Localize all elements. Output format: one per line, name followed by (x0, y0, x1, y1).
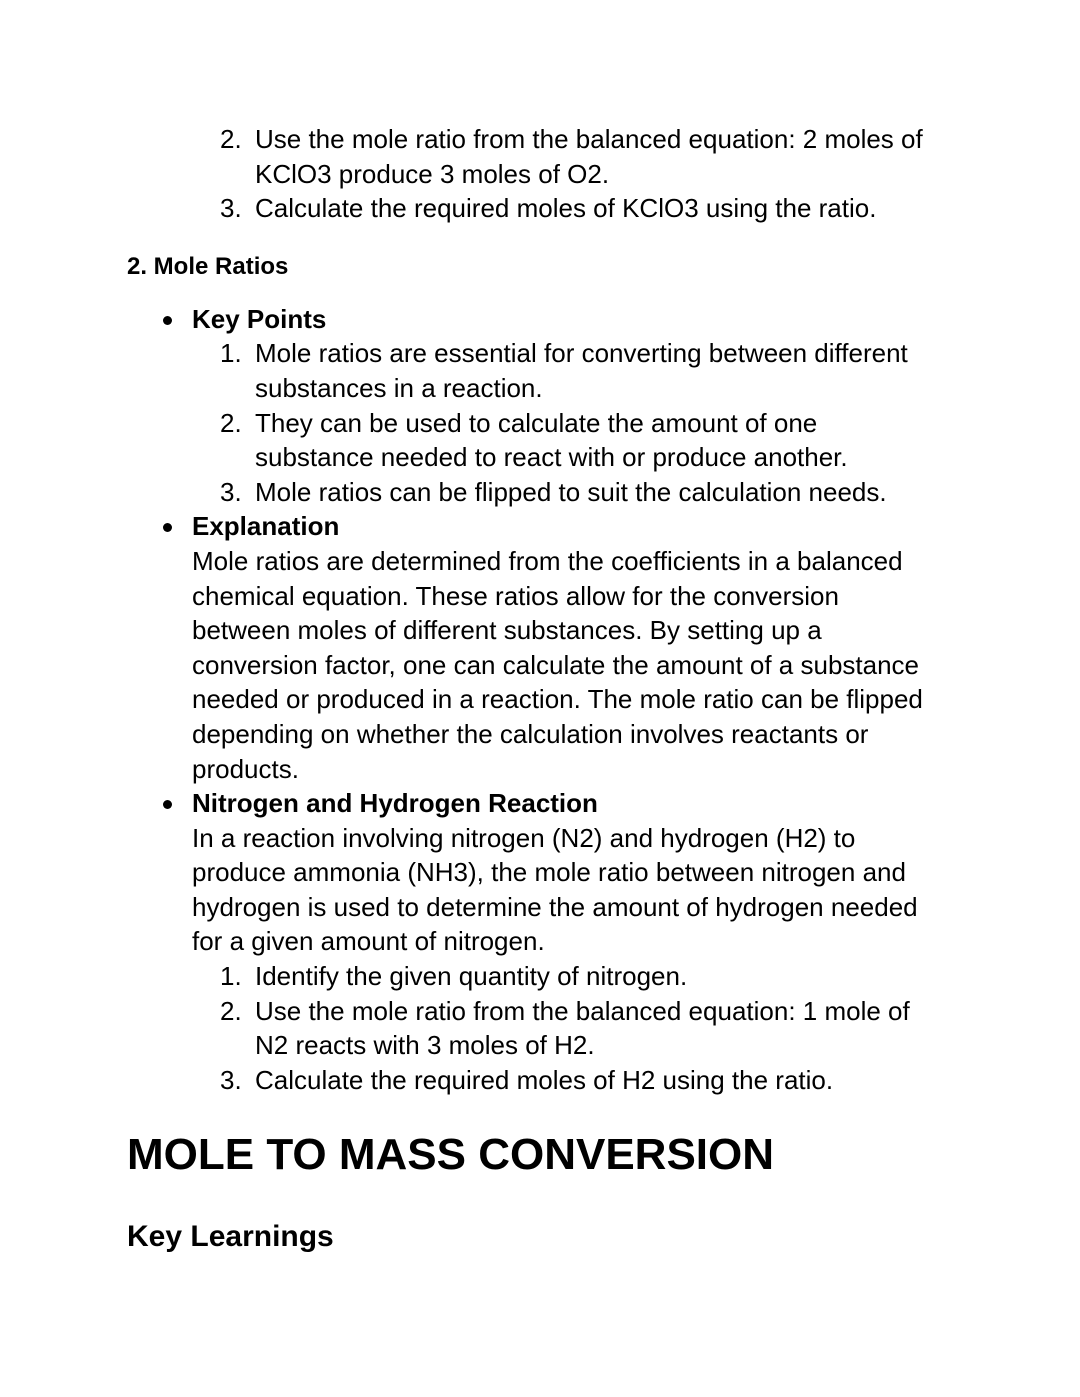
bullet-item-explanation (163, 509, 1080, 786)
list-item-text: Calculate the required moles of KClO3 using the ratio. (255, 193, 877, 224)
list-item-text: They can be used to calculate the amount of one substance needed to react with or produce another. (255, 407, 848, 473)
list-item (220, 475, 934, 510)
bullet-item-key-points (163, 302, 1080, 510)
list-item (220, 336, 934, 405)
bullet-label: Key Points (192, 303, 327, 334)
list-item-marker: 2. (220, 124, 242, 154)
key-points-numbered-list (220, 336, 934, 509)
list-item-marker: 1. (220, 338, 242, 369)
list-item-text: Mole ratios can be flipped to suit the calculation needs. (255, 476, 887, 507)
list-item-text: Use the mole ratio from the balanced equation: 1 mole of N2 reacts with 3 moles of H2. (255, 995, 910, 1061)
list-item-marker: 3. (220, 193, 242, 224)
bullet-label: Explanation (192, 511, 340, 542)
list-item-text: Calculate the required moles of H2 using the ratio. (255, 1064, 834, 1095)
list-item-marker: 2. (220, 995, 242, 1026)
list-item (220, 406, 934, 475)
list-item-marker: 3. (220, 476, 242, 507)
list-item (220, 191, 1080, 226)
list-item-text: Use the mole ratio from the balanced equation: 2 moles of KClO3 produce 3 moles of O2. (255, 124, 923, 189)
bullet-item-nitrogen-hydrogen (163, 786, 1080, 1097)
list-item-text: Mole ratios are essential for converting between different substances in a reaction. (255, 338, 908, 403)
list-item-marker: 3. (220, 1064, 242, 1095)
bullet-label: Nitrogen and Hydrogen Reaction (192, 788, 598, 819)
bullet-content (192, 786, 934, 1097)
main-heading: MOLE TO MASS CONVERSION (127, 1130, 775, 1180)
list-item (220, 122, 1080, 191)
bullet-icon (163, 302, 192, 510)
list-item (220, 959, 934, 994)
list-item (220, 994, 934, 1063)
bullet-paragraph: Mole ratios are determined from the coefficients in a balanced chemical equation. These ratios allow for the conversion between moles of different substances. By setting up a conversion factor, one can calculate the amount of a substance needed or produced in a reaction. The mole ratio can be flipped depending on whether the calculation involves reactants or products. (192, 545, 923, 784)
bullet-content (192, 302, 934, 510)
list-item-marker: 2. (220, 407, 242, 438)
nitrogen-numbered-list (220, 959, 934, 1097)
section-heading: 2. Mole Ratios (127, 252, 289, 280)
bullet-icon (163, 786, 192, 1097)
continuation-numbered-list (220, 122, 1080, 226)
bullet-icon (163, 509, 192, 786)
list-item-text: Identify the given quantity of nitrogen. (255, 961, 688, 992)
list-item-marker: 1. (220, 961, 242, 992)
bullet-paragraph: In a reaction involving nitrogen (N2) and hydrogen (H2) to produce ammonia (NH3), the mole ratio between nitrogen and hydrogen is used to determine the amount of hydrogen needed for a given amount of nitrogen. (192, 822, 918, 957)
bullet-list (163, 302, 1080, 1098)
list-item (220, 1063, 934, 1098)
bullet-content (192, 509, 934, 786)
sub-heading: Key Learnings (127, 1220, 334, 1254)
